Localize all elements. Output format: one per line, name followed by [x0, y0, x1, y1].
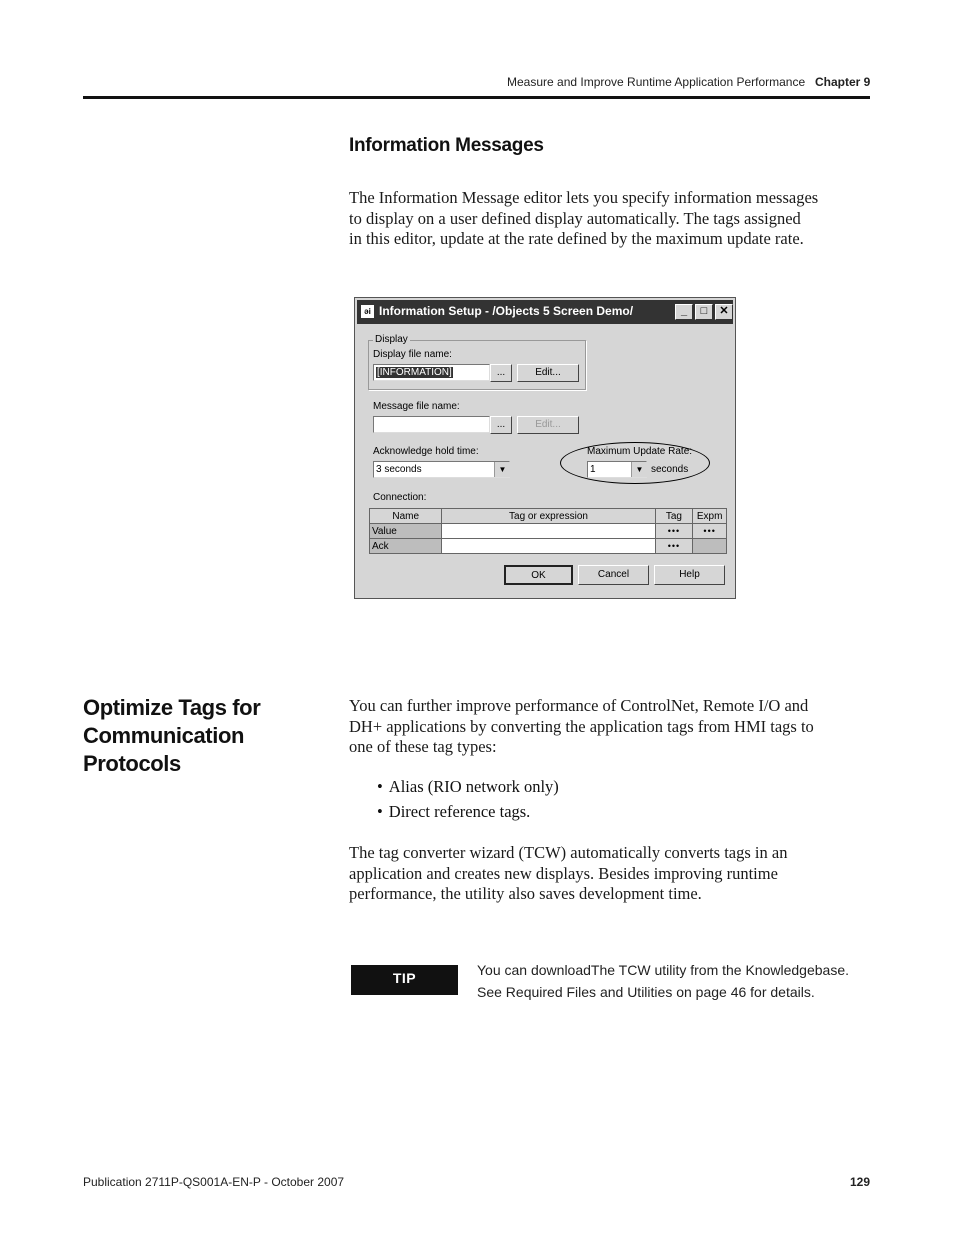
cancel-button[interactable]: Cancel	[578, 565, 649, 585]
paragraph-line: You can further improve performance of ControlNet, Remote I/O and	[349, 696, 809, 715]
table-row	[370, 524, 727, 539]
column-header-tag: Tag	[655, 509, 693, 524]
row-name-cell: Value	[370, 524, 442, 539]
tag-type-list	[377, 774, 559, 824]
tip-line: See Required Files and Utilities on page 46 for details.	[477, 983, 815, 1000]
paragraph-line: one of these tag types:	[349, 737, 497, 756]
tip-text	[477, 960, 897, 1003]
tag-browse-button[interactable]: •••	[655, 524, 693, 539]
header-rule	[83, 96, 870, 99]
paragraph-line: to display on a user defined display automatically. The tags assigned	[349, 208, 801, 228]
display-file-value: [INFORMATION]	[377, 367, 452, 378]
paragraph-line: performance, the utility also saves development time.	[349, 884, 702, 903]
chevron-down-icon[interactable]: ▼	[631, 462, 647, 477]
paragraph-line: The Information Message editor lets you specify information messages	[349, 188, 819, 207]
running-title: Measure and Improve Runtime Application Performance	[507, 75, 806, 89]
close-icon[interactable]: ✕	[715, 304, 733, 320]
grid-header-row	[370, 509, 727, 524]
message-file-field[interactable]	[373, 416, 490, 433]
paragraph-line: application and creates new displays. Besides improving runtime	[349, 863, 778, 883]
tag-expression-cell[interactable]	[442, 539, 655, 554]
section-heading-optimize-tags	[83, 694, 338, 778]
tag-expression-cell[interactable]	[442, 524, 655, 539]
highlight-ellipse	[560, 442, 710, 484]
max-rate-label: Maximum Update Rate:	[587, 446, 693, 457]
message-file-label: Message file name:	[373, 401, 460, 412]
connection-grid	[369, 508, 727, 554]
chapter-label: Chapter 9	[815, 75, 871, 89]
ack-hold-select[interactable]	[373, 461, 510, 478]
message-edit-button[interactable]: Edit...	[517, 416, 579, 434]
maximize-icon[interactable]: □	[695, 304, 713, 320]
display-browse-button[interactable]: ...	[490, 364, 512, 382]
tcw-paragraph	[349, 843, 879, 905]
section-heading-information-messages: Information Messages	[349, 135, 544, 156]
max-rate-value: 1	[590, 464, 596, 475]
help-button[interactable]: Help	[654, 565, 725, 585]
display-edit-button[interactable]: Edit...	[517, 364, 579, 382]
tip-label: TIP	[351, 965, 458, 995]
ok-button[interactable]: OK	[504, 565, 573, 585]
list-item: • Alias (RIO network only)	[377, 774, 559, 799]
ack-hold-label: Acknowledge hold time:	[373, 446, 479, 457]
heading-line: Optimize Tags for	[83, 695, 261, 720]
dialog-titlebar	[357, 300, 733, 324]
column-header-expm: Expm	[693, 509, 727, 524]
paragraph-line: in this editor, update at the rate defined by the maximum update rate.	[349, 229, 804, 248]
ack-hold-value: 3 seconds	[376, 464, 422, 475]
tip-line: You can downloadThe TCW utility from the Knowledgebase.	[477, 962, 849, 978]
optimize-intro-paragraph	[349, 696, 879, 758]
connection-label: Connection:	[373, 492, 427, 503]
heading-line: Communication Protocols	[83, 723, 245, 776]
expression-browse-button[interactable]	[693, 539, 727, 554]
column-header-name: Name	[370, 509, 442, 524]
display-group-label: Display	[375, 334, 408, 345]
app-icon: ǝi	[361, 305, 374, 318]
tag-browse-button[interactable]: •••	[655, 539, 693, 554]
dialog-title: Information Setup - /Objects 5 Screen Demo/	[379, 304, 634, 318]
paragraph-line: The tag converter wizard (TCW) automatically converts tags in an	[349, 843, 788, 862]
list-item: • Direct reference tags.	[377, 799, 559, 824]
display-file-label: Display file name:	[373, 349, 452, 360]
minimize-icon[interactable]: _	[675, 304, 693, 320]
chevron-down-icon[interactable]: ▼	[494, 462, 510, 477]
message-browse-button[interactable]: ...	[490, 416, 512, 434]
table-row	[370, 539, 727, 554]
intro-paragraph	[349, 188, 879, 250]
publication-id: Publication 2711P-QS001A-EN-P - October 2007	[83, 1175, 345, 1189]
paragraph-line: DH+ applications by converting the application tags from HMI tags to	[349, 716, 814, 736]
expression-browse-button[interactable]: •••	[693, 524, 727, 539]
max-rate-unit: seconds	[651, 464, 689, 475]
display-file-field[interactable]	[373, 364, 490, 381]
page-number: 129	[850, 1175, 871, 1189]
column-header-tag-or-expression: Tag or expression	[442, 509, 655, 524]
row-name-cell: Ack	[370, 539, 442, 554]
